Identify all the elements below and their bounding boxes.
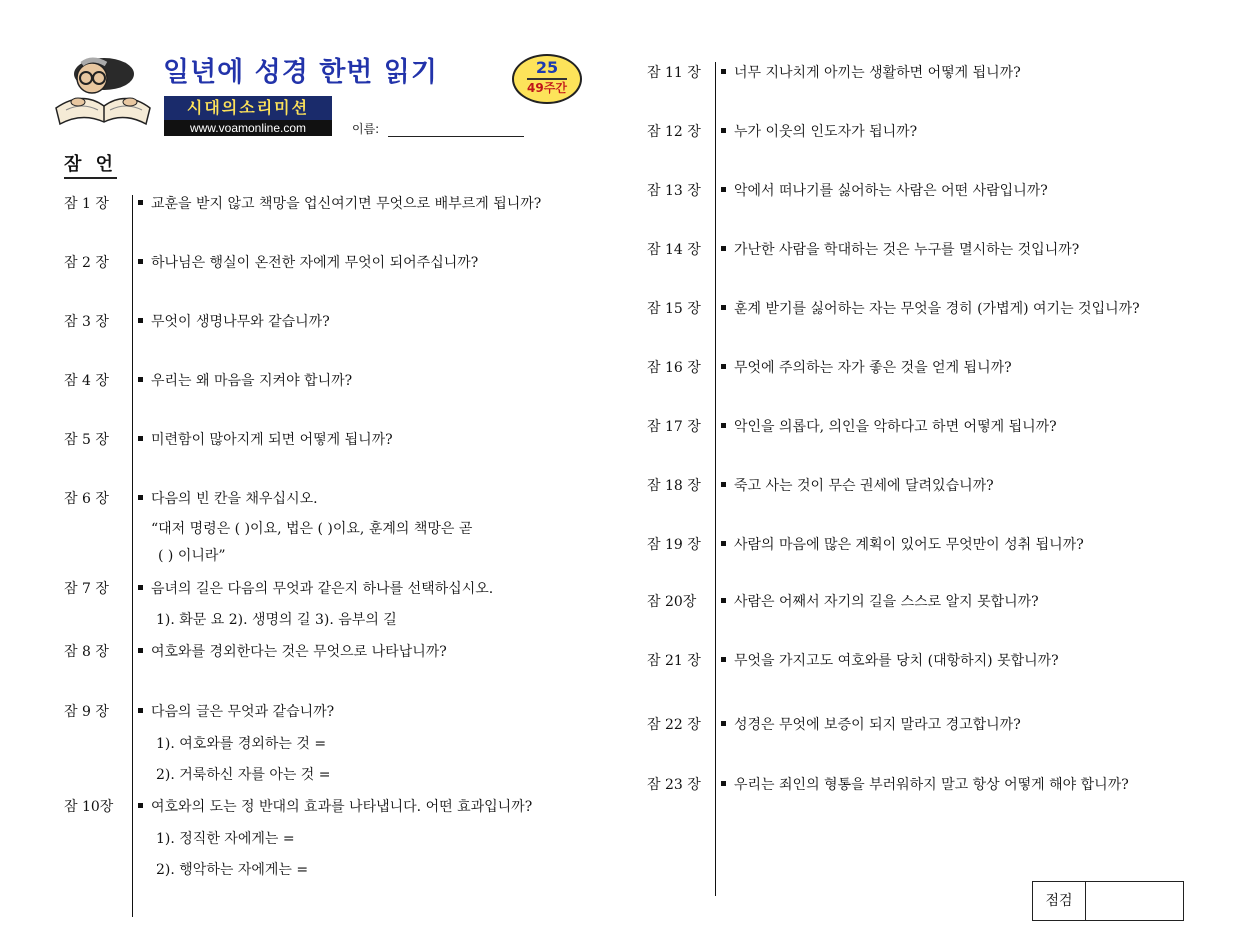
logo-reading-man xyxy=(52,52,152,128)
question-label: 잠 5 장 xyxy=(64,432,109,448)
check-box xyxy=(1032,881,1184,921)
question-text: 사람의 마음에 많은 계획이 있어도 무엇만이 성취 됩니까? xyxy=(721,534,1084,554)
question-label: 잠 23 장 xyxy=(647,777,701,793)
website-url: www.voamonline.com xyxy=(164,120,332,136)
question-text: 다음의 글은 무엇과 같습니까? xyxy=(138,701,334,721)
question-text: 누가 이웃의 인도자가 됩니까? xyxy=(721,121,917,141)
week-badge xyxy=(512,54,582,104)
question-text: 악에서 떠나기를 싫어하는 사람은 어떤 사람입니까? xyxy=(721,180,1048,200)
question-label: 잠 18 장 xyxy=(647,478,701,494)
question-label: 잠 10장 xyxy=(64,799,114,815)
question-text: 너무 지나치게 아끼는 생활하면 어떻게 됩니까? xyxy=(721,62,1021,82)
question-text: 우리는 죄인의 형통을 부러워하지 말고 항상 어떻게 해야 합니까? xyxy=(721,774,1129,794)
question-subline: “대저 명령은 ( )이요, 법은 ( )이요, 훈계의 책망은 곧 xyxy=(151,521,473,537)
question-subline: ( ) 이니라” xyxy=(158,548,226,564)
question-subline: 2). 행악하는 자에게는 = xyxy=(156,862,309,878)
question-label: 잠 19 장 xyxy=(647,537,701,553)
question-label: 잠 13 장 xyxy=(647,183,701,199)
question-subline: 1). 화문 요 2). 생명의 길 3). 음부의 길 xyxy=(156,612,397,628)
check-label: 점검 xyxy=(1033,882,1086,920)
badge-number: 25 xyxy=(535,58,559,77)
question-text: 다음의 빈 칸을 채우십시오. xyxy=(138,488,318,508)
question-subline: 1). 여호와를 경외하는 것 = xyxy=(156,736,327,752)
question-label: 잠 17 장 xyxy=(647,419,701,435)
question-label: 잠 14 장 xyxy=(647,242,701,258)
question-subline: 2). 거룩하신 자를 아는 것 = xyxy=(156,767,331,783)
question-text: 여호와를 경외한다는 것은 무엇으로 나타납니까? xyxy=(138,641,447,661)
question-label: 잠 22 장 xyxy=(647,717,701,733)
question-label: 잠 11 장 xyxy=(647,65,701,81)
question-text: 무엇을 가지고도 여호와를 당치 (대항하지) 못합니까? xyxy=(721,650,1059,670)
question-label: 잠 6 장 xyxy=(64,491,109,507)
question-text: 우리는 왜 마음을 지켜야 합니까? xyxy=(138,370,352,390)
question-text: 죽고 사는 것이 무슨 권세에 달려있습니까? xyxy=(721,475,994,495)
question-label: 잠 21 장 xyxy=(647,653,701,669)
question-label: 잠 4 장 xyxy=(64,373,109,389)
question-label: 잠 7 장 xyxy=(64,581,109,597)
question-text: 미련함이 많아지게 되면 어떻게 됩니까? xyxy=(138,429,393,449)
right-column-divider xyxy=(715,62,716,896)
question-label: 잠 9 장 xyxy=(64,704,109,720)
question-text: 사람은 어째서 자기의 길을 스스로 알지 못합니까? xyxy=(721,591,1039,611)
left-column-divider xyxy=(132,195,133,917)
question-text: 무엇이 생명나무와 같습니까? xyxy=(138,311,330,331)
question-label: 잠 2 장 xyxy=(64,255,109,271)
question-label: 잠 20장 xyxy=(647,594,697,610)
name-field-line xyxy=(388,136,524,137)
name-label: 이름: xyxy=(352,122,380,136)
question-text: 교훈을 받지 않고 책망을 업신여기면 무엇으로 배부르게 됩니까? xyxy=(138,193,541,213)
question-text: 여호와의 도는 정 반대의 효과를 나타냅니다. 어떤 효과입니까? xyxy=(138,796,532,816)
check-field[interactable] xyxy=(1086,882,1183,920)
question-text: 가난한 사람을 학대하는 것은 누구를 멸시하는 것입니까? xyxy=(721,239,1079,259)
question-label: 잠 15 장 xyxy=(647,301,701,317)
question-text: 하나님은 행실이 온전한 자에게 무엇이 되어주십니까? xyxy=(138,252,478,272)
section-title: 잠 언 xyxy=(64,150,117,179)
question-text: 무엇에 주의하는 자가 좋은 것을 얻게 됩니까? xyxy=(721,357,1012,377)
question-subline: 1). 정직한 자에게는 = xyxy=(156,831,295,847)
org-name: 시대의소리미션 xyxy=(164,96,332,120)
question-label: 잠 16 장 xyxy=(647,360,701,376)
question-text: 성경은 무엇에 보증이 되지 말라고 경고합니까? xyxy=(721,714,1021,734)
question-label: 잠 1 장 xyxy=(64,196,109,212)
question-label: 잠 3 장 xyxy=(64,314,109,330)
question-text: 훈계 받기를 싫어하는 자는 무엇을 경히 (가볍게) 여기는 것입니까? xyxy=(721,298,1140,318)
badge-week: 49주간 xyxy=(527,80,567,95)
question-label: 잠 12 장 xyxy=(647,124,701,140)
question-text: 악인을 의롭다, 의인을 악하다고 하면 어떻게 됩니까? xyxy=(721,416,1057,436)
question-text: 음녀의 길은 다음의 무엇과 같은지 하나를 선택하십시오. xyxy=(138,578,493,598)
question-label: 잠 8 장 xyxy=(64,644,109,660)
page-title: 일년에 성경 한번 읽기 xyxy=(163,57,438,88)
